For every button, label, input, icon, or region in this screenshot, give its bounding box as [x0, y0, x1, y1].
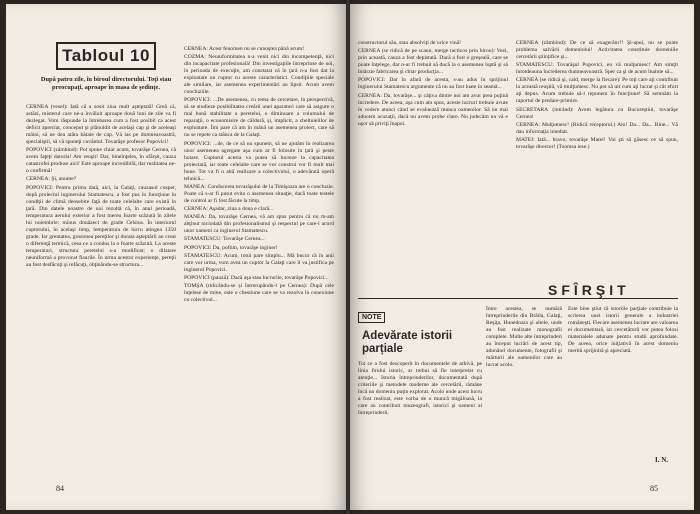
note-article: [358, 306, 482, 490]
dialogue-paragraph: CERNEA: Da, tovarăşe... şi câţiva dintre noi am avut prea puţină încredere. De aceea, aşa cum am spus, aceste lucruri trebuie avute în vedere atunci când se evaluează munca oamenilor. Să nu mai aducem acuzaţii, dacă nu avem probe clare. Nu judecăm nu vă e uşor să priviţi înapoi.: [358, 92, 508, 127]
page-number: 85: [650, 484, 658, 493]
dialogue-paragraph: TOMŞA (ridicându-se și întrerupându-l pe Cernea): După cele înţelese de mine, este o chestiune care se va rezolva în conexiune cu colectivul...: [184, 283, 334, 304]
dialogue-paragraph: constructorul său, stau absolviţi de orice vină!: [358, 40, 461, 46]
play-end-marker: SFÎRŞIT: [548, 282, 630, 298]
dialogue-paragraph: CERNEA: Mulţumesc! (Ridică receptorul.) Alo! Da... Da... Bine... Vă dau informaţia imediat.: [516, 121, 678, 135]
dialogue-paragraph: CERNEA (se ridică de pe scaun, merge tacticos prin birou): Vezi, prin această, cauza a fost depistată. Dacă a fost o greşeală, care se poate înţelege, dar n-ar fi trebuit să ducă la o asemenea luptă şi să întârzie fabricarea şi chiar producţia...: [358, 48, 508, 76]
right-page: [350, 4, 694, 510]
page-number: 84: [56, 484, 64, 493]
dialogue-paragraph: MANEA: Conducerea tovarăşului de la Timişoara are o concluzie. Poate că s-ar fi putut evita o asemenea situaţie, dacă toate testele de control ar fi fost făcute la timp.: [184, 183, 334, 204]
dialogue-paragraph: STAMATESCU: Acum, totul pare simplu... Mă bucur că în anii care vor urma, vom avea un cuptor la Galaţi care îl va justifica pe inginerul Popovici.: [184, 252, 334, 273]
dialogue-paragraph: SECRETARA (intrând): Avem legătura cu Bucureştiul, tovarăşe Cernea!: [516, 106, 678, 120]
note-section-label: NOTE: [358, 312, 385, 323]
dialogue-paragraph: POPOVICI: Da, poftim, tovarăşe inginer!: [184, 244, 278, 251]
dialogue-paragraph: POPOVICI: ...De asemenea, cu tema de cercetare, în perspectivă, să se studieze posibilitatea creării unei aparaturi care să asigure o mai bună stabilitate a peretelui, o diminuare a volumului de reparaţii, o economisire de căldură, şi, implicit, a cheltuielilor de exploatare. Îmi pare că am în mână un asemenea proiect, care să nu se repete ca stânca de la Galaţi.: [184, 97, 334, 139]
dialogue-paragraph: STAMATESCU: Tovarăşul Popovici, eu vă mulţumesc! Am simţit întotdeauna încrederea dumneavoastră. Sper ca şi de acum înainte să...: [516, 62, 678, 76]
left-page: [6, 4, 346, 510]
dialogue-paragraph: CERNEA (zâmbind): De ce să exagerăm?! Şi-apoi, nu se poate problema salvării domeniului! Activitatea constituie domeniile cercetării științifice şi...: [516, 40, 678, 60]
dialogue-paragraph: MATEI: Iată... bravo, tovarăşe Matei! Voi şti să găsesc ce să spun, tovarăşe director! (Toomsa iese.): [516, 136, 678, 150]
right-column-2: [516, 40, 678, 284]
left-column-2: [184, 46, 334, 484]
dialogue-paragraph: COZMA: Neuniformitatea n-a venit nici din incompetenţă, nici din incapacitate profesională! Din investigaţiile întreprinse de noi, în perioada de execuţie, am constatat că în ţară n-a fost dat la exploatare un cuptor cu aceste caracteristici. Condiţiile speciale ale similare, iar asemenea experimentări au lipsit. Acum avem concluziile.: [184, 54, 334, 96]
note-headline: Adevărate istorii parțiale: [362, 330, 453, 355]
dialogue-paragraph: POPOVICI (zâmbind): Pot spune chiar acum, tovarăşe Cernea, că avem faţeţi datoria! Am reuşit! Dar, bineînţeles, în sfârşit, cauza catastrofei produse aici! Este aproape incredibilă, dar realitatea ne-o confirmă!: [26, 147, 176, 175]
author-initials: I. N.: [655, 456, 669, 464]
right-column-1: [358, 40, 508, 284]
note-column-2: Între acestea, se numără întreprinderile din Brăila, Galaţi, Reşiţa, Hunedoara şi altele, unde au fost realizate monografii complete. Multe alte întreprinderi au început lucrări de acest tip, adunând documente, fotografii şi mărturii ale oamenilor care au lucrat acolo.: [486, 306, 562, 368]
scene-stage-direction: După patru zile, în biroul directorului. Toţi stau preocupaţi, aproape în masa de şedinţe.: [40, 76, 172, 91]
note-column-3: Este bine ştiut că istoriile parţiale contribuie la scrierea unei istorii generale a industriei româneşti. Fiecare asemenea lucrare are valoarea ei documentară, iar cercetătorii vor putea folosi materialele adunate pentru studii aprofundate. De aceea, orice iniţiativă în acest domeniu merită sprijinită şi apreciată.: [568, 306, 678, 354]
dialogue-paragraph: POPOVICI: Pentru prima dată, aici, la Galaţi, cauzasul cusper, după proiectul inginerului Stamatescu, a fost pus în funcţiune în condiţii de climă deosebite faţă de toate celelalte care există în ţară. Din datele noastre de noi rezultă că, în anul perioadă, temperatura aerului exterior a fost mereu foarte scăzută în zilele lui noiembrie: minus douăzeci de grade Celsius. În interiorul cuptorului, în acelaşi timp, temperatura de lucru atingea 1350 grade. Iar greutatea, grosimea pereţilor şi durata aşteptării au creat o diferenţă termică, ceea ce a condus la o foarte scăzută. La aceste temperaturi, structura peretelui s-a modificat; o dilatare neuniformă a provocat fisurile. În urma acestor experienţe, pereţii au fost desfăcuţi şi refăcuţi, obţinându-se structura...: [26, 184, 176, 268]
note-body-text: Tot ce a fost descoperit în documentele de arhivă, pe linia firului istoric, ar trebui să fie interpretat cu atenţie... Istoria întreprinderilor, documentată după criteriile şi metodele moderne ale cercetării, rămâne încă un domeniu puţin explorat. Acolo unde acest lucru a fost realizat, este vorba de o muncă migăloasă, la care au contribuit muzeografi, istorici şi oameni ai întreprinderii.: [358, 361, 482, 416]
section-divider: [358, 298, 678, 299]
dialogue-paragraph: POPOVICI: Dar în afară de acesta, s-au adus în sprijinul inginerului Stamatescu argumente că nu au fost luate în seamă...: [358, 77, 508, 91]
dialogue-paragraph: CERNEA: Acest fenomen nu se cunoştea până acum!: [184, 46, 305, 52]
dialogue-paragraph: CERNEA: Aşadar, ziua a doua e clară...: [184, 205, 274, 212]
dialogue-paragraph: MANEA: Da, tovarăşe Cernea, vă am spus pentru că nu m-am abţinut niciodată din profesionalismul şi respectul pe care-l acord unor oameni ca inginerul Stamatescu.: [184, 214, 334, 235]
dialogue-paragraph: STAMATESCU: Tovarăşe Cernea...: [184, 236, 265, 243]
dialogue-paragraph: CERNEA (vesel): Iată că a sosit ziua mult aşteptată! Greă că, astăzi, misterul care ne-a învăluit aproape două luni de zile va fi dezlegat. Vom răspunde la întrebarea cum a fost posibil ca acest deficit apreciat, conceput şi plănuidit de acelaşi cap şi de aceleaşi mâini, să ne dea atâta bătaie de cap. Vă las pe dumneavoastră, specialiştii, să vă spuneţi cuvântul. Tovarăşe profesor Popovici!: [26, 104, 176, 145]
dialogue-paragraph: POPOVICI (pauză): Dacă aşa stau lucrurile, tovarăşe Popovici...: [184, 274, 329, 281]
left-column-1: [26, 104, 176, 484]
dialogue-paragraph: POPOVICI: ...de, de ce să nu spunem, să ne ajutăm în realizarea unor asemenea agregate aşa cum ar fi folosite în ţară şi peste hotare. Cuptorul acesta va putea să lucreze la capacitatea proiectată, iar toate celelalte care se vor construi vor fi mult mai bune. Tot va fi o altă realizare a colectivului, o adevărată operă tehnică...: [184, 140, 334, 182]
play-scene-title: Tabloul 10: [56, 42, 156, 70]
dialogue-paragraph: CERNEA: Şi, anume?: [26, 176, 77, 183]
dialogue-paragraph: CERNEA (se ridică şi, cald, merge la fiecare): Pe toţi care aţi contribuit la această reuşită, vă mulţumesc. Nu pot să uit cum aţi lucrat şi cât efort aţi depus. Acum trebuie să-l repunem în funcţiune! Să semnăm la raportul de predare-primire.: [516, 77, 678, 105]
